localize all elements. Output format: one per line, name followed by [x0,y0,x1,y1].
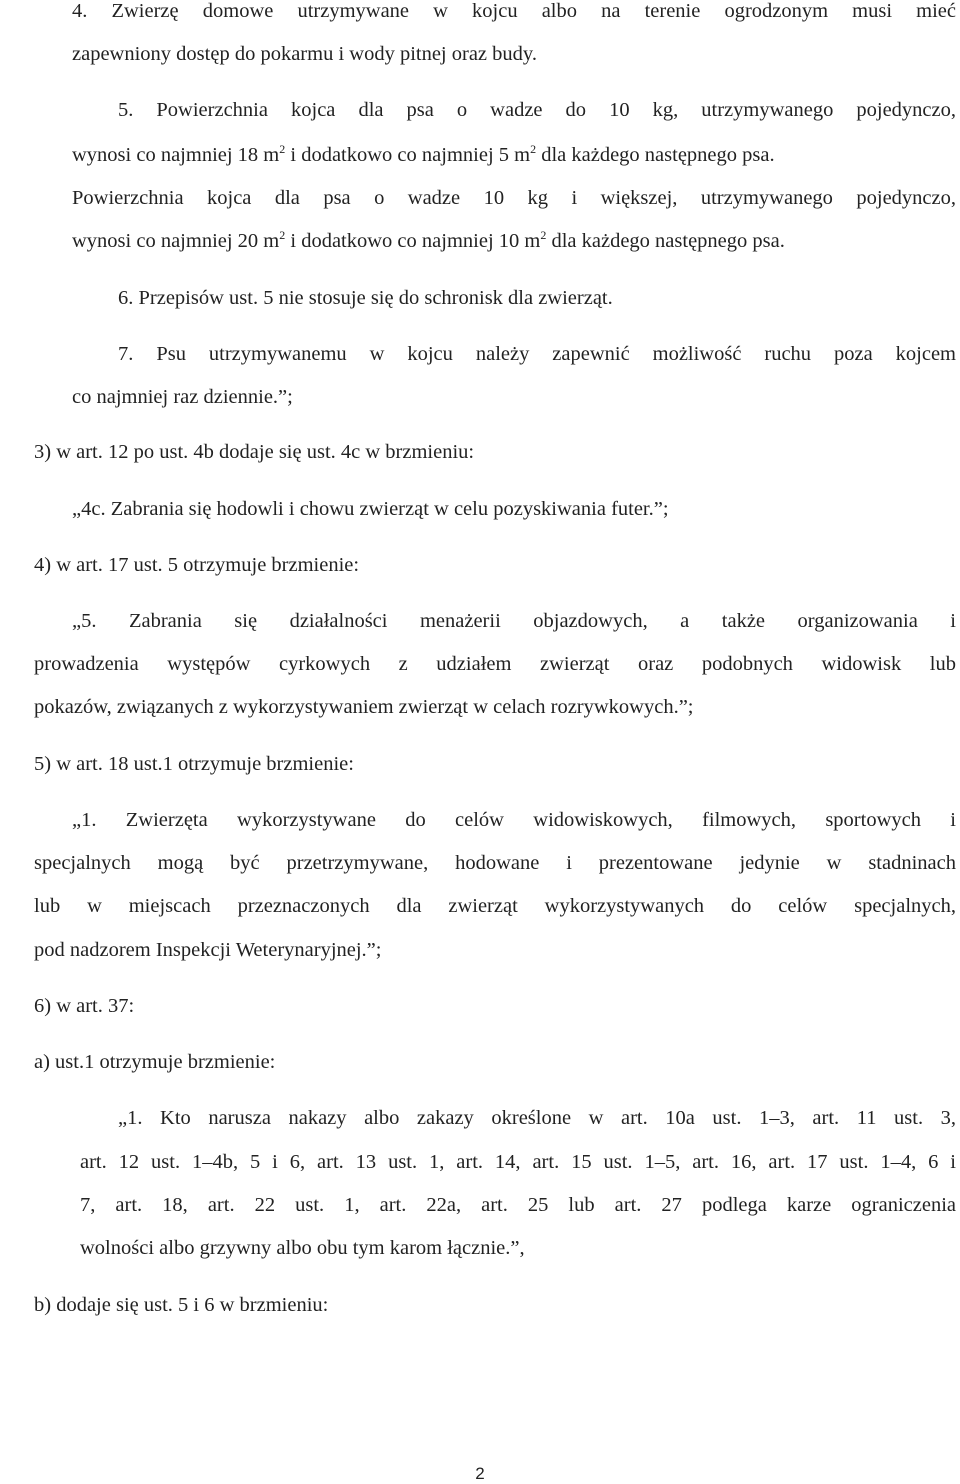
paragraph-line: pokazów, związanych z wykorzystywaniem zwierząt w celach rozrywkowych.”; [34,696,694,718]
paragraph-line [72,142,956,166]
text-run: wynosi co najmniej 20 m [72,230,280,252]
superscript: 2 [530,142,537,156]
paragraph-line: pod nadzorem Inspekcji Weterynaryjnej.”; [34,939,382,961]
paragraph-line: co najmniej raz dziennie.”; [72,386,293,408]
paragraph-line: 7, art. 18, art. 22 ust. 1, art. 22a, art. 25 lub art. 27 podlega karze ograniczenia [80,1194,956,1216]
paragraph-line: prowadzenia występów cyrkowych z udziałem zwierząt oraz podobnych widowisk lub [34,653,956,675]
paragraph-line: 3) w art. 12 po ust. 4b dodaje się ust. 4c w brzmieniu: [34,441,475,463]
superscript: 2 [540,228,547,242]
paragraph-line: zapewniony dostęp do pokarmu i wody pitnej oraz budy. [72,43,537,65]
paragraph-line: 6. Przepisów ust. 5 nie stosuje się do schronisk dla zwierząt. [118,287,613,309]
superscript: 2 [279,142,286,156]
paragraph-line: „5. Zabrania się działalności menażerii objazdowych, a także organizowania i [72,610,956,632]
paragraph-line: 4) w art. 17 ust. 5 otrzymuje brzmienie: [34,554,360,576]
paragraph-line: 5) w art. 18 ust.1 otrzymuje brzmienie: [34,753,354,775]
paragraph-line: art. 12 ust. 1–4b, 5 i 6, art. 13 ust. 1, art. 14, art. 15 ust. 1–5, art. 16, art. 17 ust. 1–4, 6 i [80,1151,956,1173]
paragraph-line: „1. Zwierzęta wykorzystywane do celów widowiskowych, filmowych, sportowych i [72,809,956,831]
text-run: wynosi co najmniej 18 m [72,144,280,166]
paragraph-line: „1. Kto narusza nakazy albo zakazy określone w art. 10a ust. 1–3, art. 11 ust. 3, [118,1107,956,1129]
paragraph-line: Powierzchnia kojca dla psa o wadze 10 kg i większej, utrzymywanego pojedynczo, [72,187,956,209]
page-number: 2 [475,1464,485,1483]
paragraph-line: 5. Powierzchnia kojca dla psa o wadze do 10 kg, utrzymywanego pojedynczo, [118,99,956,121]
text-run: i dodatkowo co najmniej 10 m [285,230,541,252]
text-run: dla każdego następnego psa. [546,230,785,252]
paragraph-line: 7. Psu utrzymywanemu w kojcu należy zapewnić możliwość ruchu poza kojcem [118,343,956,365]
paragraph-line: lub w miejscach przeznaczonych dla zwierząt wykorzystywanych do celów specjalnych, [34,895,956,917]
superscript: 2 [279,228,286,242]
paragraph-line: wolności albo grzywny albo obu tym karom łącznie.”, [80,1237,525,1259]
paragraph-line: „4c. Zabrania się hodowli i chowu zwierząt w celu pozyskiwania futer.”; [72,498,669,520]
paragraph-line: 4. Zwierzę domowe utrzymywane w kojcu albo na terenie ogrodzonym musi mieć [72,0,956,22]
paragraph-line: 6) w art. 37: [34,995,135,1017]
paragraph-line: specjalnych mogą być przetrzymywane, hodowane i prezentowane jedynie w stadninach [34,852,956,874]
text-run: i dodatkowo co najmniej 5 m [285,144,531,166]
paragraph-line [72,228,956,252]
text-run: dla każdego następnego psa. [536,144,775,166]
paragraph-line: a) ust.1 otrzymuje brzmienie: [34,1051,276,1073]
paragraph-line: b) dodaje się ust. 5 i 6 w brzmieniu: [34,1294,329,1316]
